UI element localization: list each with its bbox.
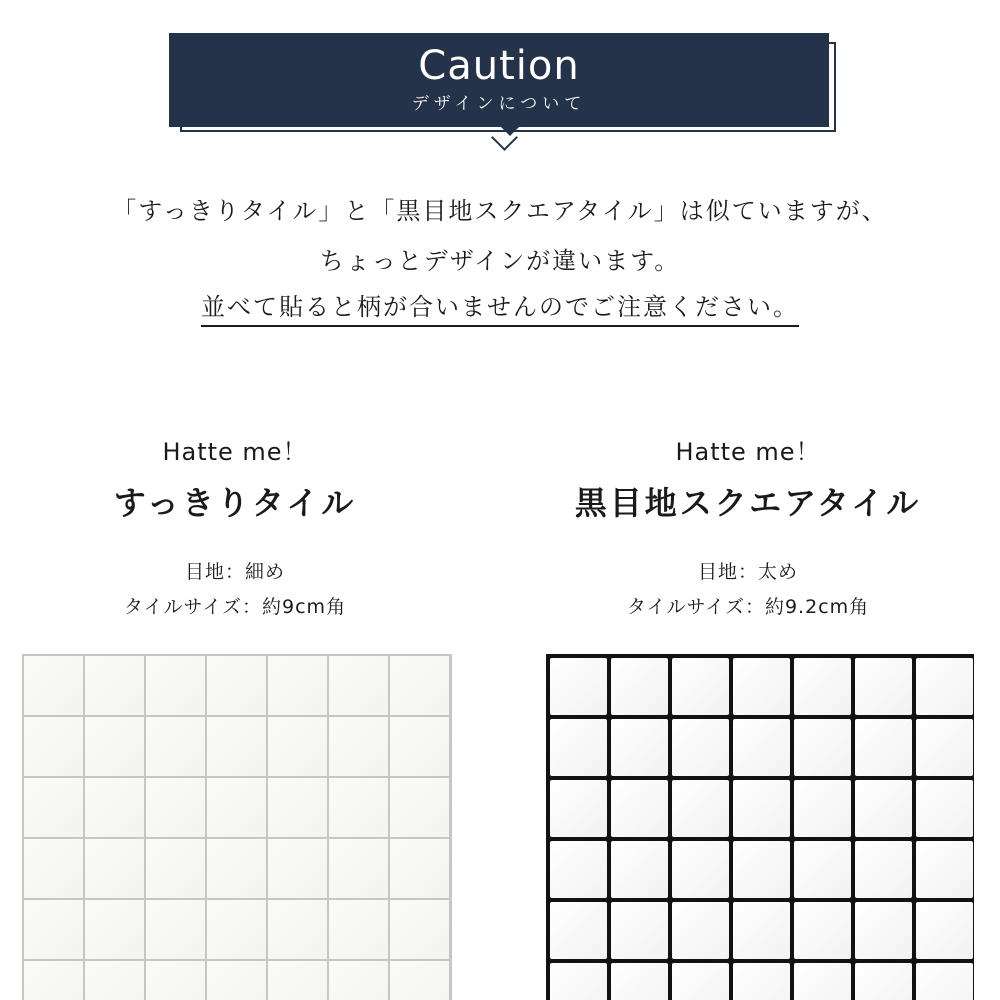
tile (207, 961, 266, 1000)
tile (390, 839, 449, 898)
tile (24, 839, 83, 898)
product-name: 黒目地スクエアタイル (574, 484, 922, 522)
message-line-3-underlined (0, 292, 1000, 322)
tile (268, 900, 327, 959)
tile (794, 719, 851, 776)
tile (329, 900, 388, 959)
tile (672, 658, 729, 715)
product-name: すっきりタイル (113, 484, 357, 522)
tile (207, 656, 266, 715)
banner-pointer (496, 122, 524, 136)
tile (85, 900, 144, 959)
black-grout-tile-image (546, 654, 974, 1000)
tile (550, 658, 607, 715)
caution-banner (169, 33, 829, 127)
tile (794, 780, 851, 837)
tile (733, 719, 790, 776)
tile (85, 778, 144, 837)
tile (916, 963, 973, 1000)
tile (611, 963, 668, 1000)
tile (672, 902, 729, 959)
tile (268, 656, 327, 715)
tile (855, 719, 912, 776)
product-brand: Hatte me！ (162, 438, 308, 466)
tile (329, 778, 388, 837)
tile (390, 778, 449, 837)
tile (390, 717, 449, 776)
tile (550, 963, 607, 1000)
tile (329, 717, 388, 776)
tile (550, 902, 607, 959)
tile (733, 780, 790, 837)
tile (24, 717, 83, 776)
tile (550, 841, 607, 898)
message-line-3-text: 並べて貼ると柄が合いませんのでご注意ください。 (201, 293, 799, 327)
tile (550, 719, 607, 776)
tile (390, 900, 449, 959)
tile (268, 961, 327, 1000)
tile (207, 839, 266, 898)
tile (855, 780, 912, 837)
tile (794, 902, 851, 959)
banner-title: Caution (418, 43, 580, 89)
tile (672, 719, 729, 776)
tile (268, 839, 327, 898)
tile (329, 961, 388, 1000)
tile (733, 841, 790, 898)
tile (24, 778, 83, 837)
tile (794, 658, 851, 715)
tile (611, 841, 668, 898)
tile (672, 963, 729, 1000)
product-brand: Hatte me！ (675, 438, 821, 466)
tile (329, 656, 388, 715)
tile (855, 658, 912, 715)
tile (146, 778, 205, 837)
tile (390, 656, 449, 715)
tile (916, 780, 973, 837)
tile (916, 658, 973, 715)
tile (794, 963, 851, 1000)
thin-grout-tile-image (22, 654, 452, 1000)
tile (85, 961, 144, 1000)
tile (672, 841, 729, 898)
product-joint-spec: 目地：細め (184, 561, 285, 583)
tile (24, 900, 83, 959)
tile (550, 780, 607, 837)
tile (146, 717, 205, 776)
product-size-spec: タイルサイズ：約9cm角 (123, 596, 347, 618)
tile (855, 902, 912, 959)
tile (24, 961, 83, 1000)
tile (146, 656, 205, 715)
tile (146, 961, 205, 1000)
tile (146, 900, 205, 959)
tile (611, 719, 668, 776)
tile (916, 841, 973, 898)
tile (733, 902, 790, 959)
tile (268, 778, 327, 837)
tile (390, 961, 449, 1000)
tile (207, 717, 266, 776)
tile (207, 900, 266, 959)
tile (611, 658, 668, 715)
tile (611, 780, 668, 837)
tile (268, 717, 327, 776)
product-size-spec: タイルサイズ：約9.2cm角 (626, 596, 870, 618)
message-line-1: 「すっきりタイル」と「黒目地スクエアタイル」は似ていますが、 (112, 197, 888, 225)
tile (733, 963, 790, 1000)
tile (146, 839, 205, 898)
tile (207, 778, 266, 837)
tile (794, 841, 851, 898)
tile (611, 902, 668, 959)
tile (855, 963, 912, 1000)
tile (85, 839, 144, 898)
product-joint-spec: 目地：太め (697, 561, 798, 583)
banner-subtitle: デザインについて (411, 94, 587, 114)
tile (916, 719, 973, 776)
tile (24, 656, 83, 715)
tile (855, 841, 912, 898)
tile (329, 839, 388, 898)
tile (672, 780, 729, 837)
tile (85, 656, 144, 715)
tile (733, 658, 790, 715)
tile (85, 717, 144, 776)
tile (916, 902, 973, 959)
message-line-2: ちょっとデザインが違います。 (319, 247, 681, 275)
